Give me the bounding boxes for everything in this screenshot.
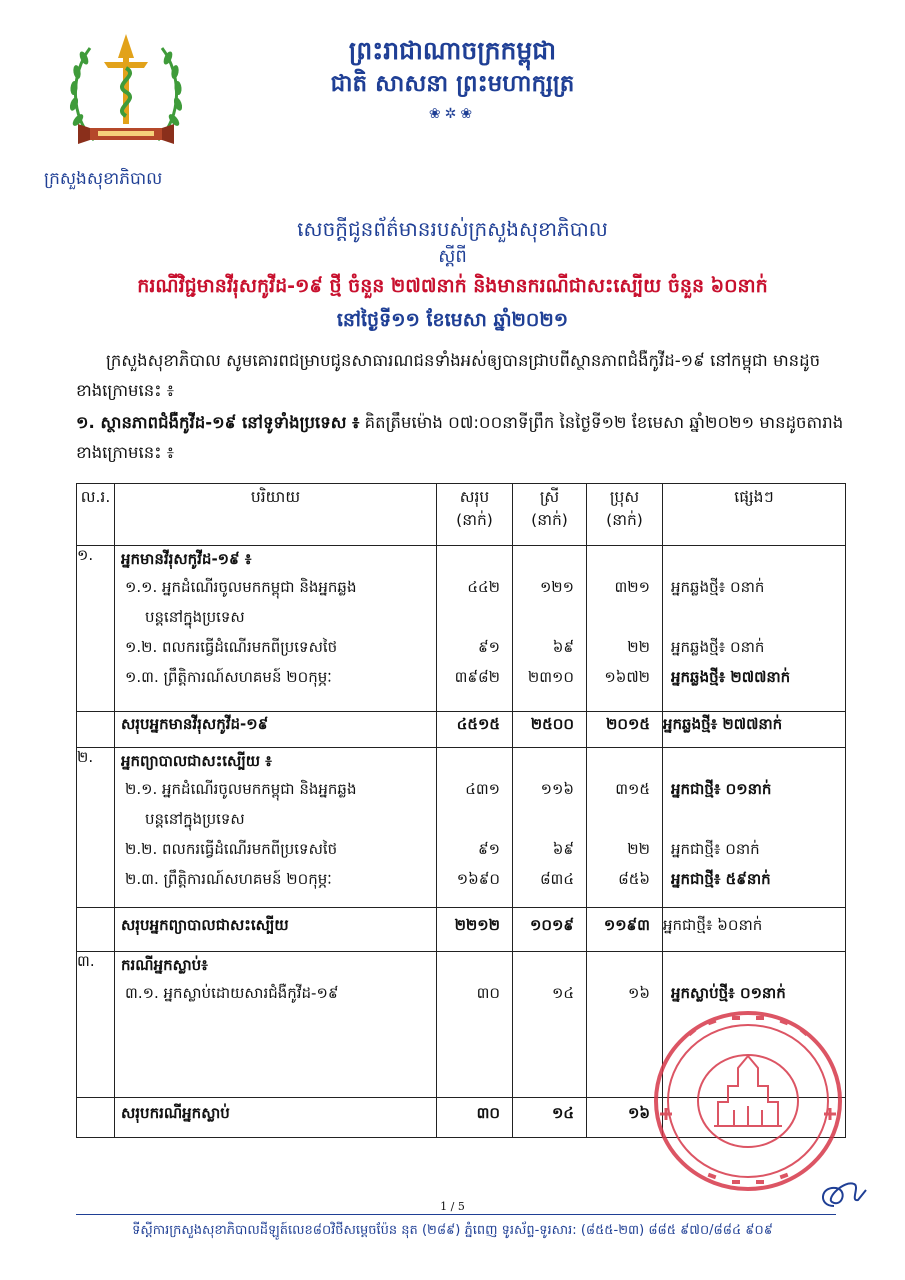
summary-total: ២២១២ <box>437 908 513 952</box>
summary-female: ១០១៩ <box>513 908 587 952</box>
row-note: អ្នកឆ្លងថ្មី៖ ០នាក់ អ្នកឆ្លងថ្មី៖ ០នាក់ អ្នកឆ្លងថ្មី៖ ២៧៧នាក់ <box>663 546 846 712</box>
table-row <box>77 546 846 712</box>
kingdom-title: ព្រះរាជាណាចក្រកម្ពុជា <box>348 36 557 65</box>
summary-label: សរុបករណីអ្នកស្លាប់ <box>115 1098 437 1138</box>
row-female: ១៤ <box>513 952 587 1098</box>
row-note: អ្នកជាថ្មី៖ ០១នាក់ អ្នកជាថ្មី៖ ០នាក់ អ្នកជាថ្មី៖ ៥៩នាក់ <box>663 748 846 908</box>
row-total: ៣០ <box>437 952 513 1098</box>
summary-male: ២០១៥ <box>587 712 663 748</box>
summary-male: ១១៩៣ <box>587 908 663 952</box>
footer-address: ទីស្តីការក្រសួងសុខាភិបាលដីឡូត៍លេខ៨០វិថីសម្តេចប៉ែន នុត (២៨៩) ភ្នំពេញ ទូរស័ព្ទ-ទូរសារ: (៨៥៥-២៣) ៨៨៥ ៩៧០/៨៨៤ ៩០៩ <box>132 1223 773 1238</box>
intro-paragraph: ក្រសួងសុខាភិបាល សូមគោរពជម្រាបជូនសាធារណជនទាំងអស់ឲ្យបានជ្រាបពីស្ថានភាពជំងឺកូវីដ-១៩ នៅកម្ពុជា មានដូចខាងក្រោមនេះ ៖ <box>76 351 821 400</box>
header-male: ប្រុស (នាក់) <box>587 484 663 546</box>
header-description: បរិយាយ <box>115 484 437 546</box>
row-number: ៣. <box>77 952 115 1098</box>
row-total: ៤៣១ ៩១ ១៦៩០ <box>437 748 513 908</box>
row-male: ៣១៥ ២២ ៨៥៦ <box>587 748 663 908</box>
summary-row <box>77 908 846 952</box>
official-stamp <box>648 1006 848 1196</box>
row-male: ៣២១ ២២ ១៦៧២ <box>587 546 663 712</box>
summary-female: ២៥០០ <box>513 712 587 748</box>
ministry-name: ក្រសួងសុខាភិបាល <box>44 169 163 189</box>
summary-note: អ្នកជាថ្មី៖ ៦០នាក់ <box>663 908 846 952</box>
section-paragraph <box>76 408 846 468</box>
row-description: អ្នកមានវីរុសកូវីដ-១៩ ៖ ១.១. អ្នកដំណើរចូលមកកម្ពុជា និងអ្នកឆ្លង បន្តនៅក្នុងប្រទេស ១.២. ពលករធ្វើដំណើរមកពីប្រទេសថៃ ១.៣. ព្រឹត្តិការណ៍សហគមន៍ ២០កុម្ភៈ <box>115 546 437 712</box>
announcement-title: សេចក្តីជូនព័ត៌មានរបស់ក្រសួងសុខាភិបាល <box>297 217 608 241</box>
announcement-date: នៅថ្ងៃទី១១ ខែមេសា ឆ្នាំ២០២១ <box>336 309 569 331</box>
summary-total: ៣០ <box>437 1098 513 1138</box>
row-number: ២. <box>77 748 115 908</box>
announcement-subject-label: ស្តីពី <box>438 246 467 267</box>
row-male: ១៦ <box>587 952 663 1098</box>
table-row <box>77 748 846 908</box>
row-description: ករណីអ្នកស្លាប់៖ ៣.១. អ្នកស្លាប់ដោយសារជំងឺកូវីដ-១៩ <box>115 952 437 1098</box>
summary-male: ១៦ <box>587 1098 663 1138</box>
header-total: សរុប (នាក់) <box>437 484 513 546</box>
header-no: ល.រ. <box>77 484 115 546</box>
row-female: ១២១ ៦៩ ២៣១០ <box>513 546 587 712</box>
announcement-headline: ករណីវិជ្ជមានវីរុសកូវីដ-១៩ ថ្មី ចំនួន ២៧៧នាក់ និងមានករណីជាសះស្បើយ ចំនួន ៦០នាក់ <box>137 275 768 297</box>
summary-total: ៤៥១៥ <box>437 712 513 748</box>
row-total: ៤៤២ ៩១ ៣៩៨២ <box>437 546 513 712</box>
row-description: អ្នកព្យាបាលជាសះស្បើយ ៖ ២.១. អ្នកដំណើរចូលមកកម្ពុជា និងអ្នកឆ្លង បន្តនៅក្នុងប្រទេស ២.២. ពលករធ្វើដំណើរមកពីប្រទេសថៃ ២.៣. ព្រឹត្តិការណ៍សហគមន៍ ២០កុម្ភៈ <box>115 748 437 908</box>
summary-label: សរុបអ្នកមានវីរុសកូវីដ-១៩ <box>115 712 437 748</box>
national-motto: ជាតិ សាសនា ព្រះមហាក្សត្រ <box>330 71 575 97</box>
section-heading: ១. ស្ថានភាពជំងឺកូវីដ-១៩ នៅទូទាំងប្រទេស ៖ <box>76 413 360 432</box>
ornament-divider: ❀✲❀ <box>428 106 477 122</box>
table-header-row <box>77 484 846 546</box>
row-female: ១១៦ ៦៩ ៨៣៤ <box>513 748 587 908</box>
summary-note: អ្នកឆ្លងថ្មី៖ ២៧៧នាក់ <box>663 712 846 748</box>
row-note: អ្នកស្លាប់ថ្មី៖ ០១នាក់ <box>663 952 846 1098</box>
section-text: គិតត្រឹមម៉ោង ០៧:០០នាទីព្រឹក នៃថ្ងៃទី១២ ខែមេសា ឆ្នាំ២០២១ មានដូចតារាងខាងក្រោមនេះ ៖ <box>76 413 844 462</box>
footer-divider <box>76 1214 836 1215</box>
summary-label: សរុបអ្នកព្យាបាលជាសះស្បើយ <box>115 908 437 952</box>
summary-row <box>77 712 846 748</box>
header-female: ស្រី (នាក់) <box>513 484 587 546</box>
row-number: ១. <box>77 546 115 712</box>
page-number: 1 / 5 <box>440 1200 465 1213</box>
header-other: ផ្សេងៗ <box>663 484 846 546</box>
summary-female: ១៤ <box>513 1098 587 1138</box>
